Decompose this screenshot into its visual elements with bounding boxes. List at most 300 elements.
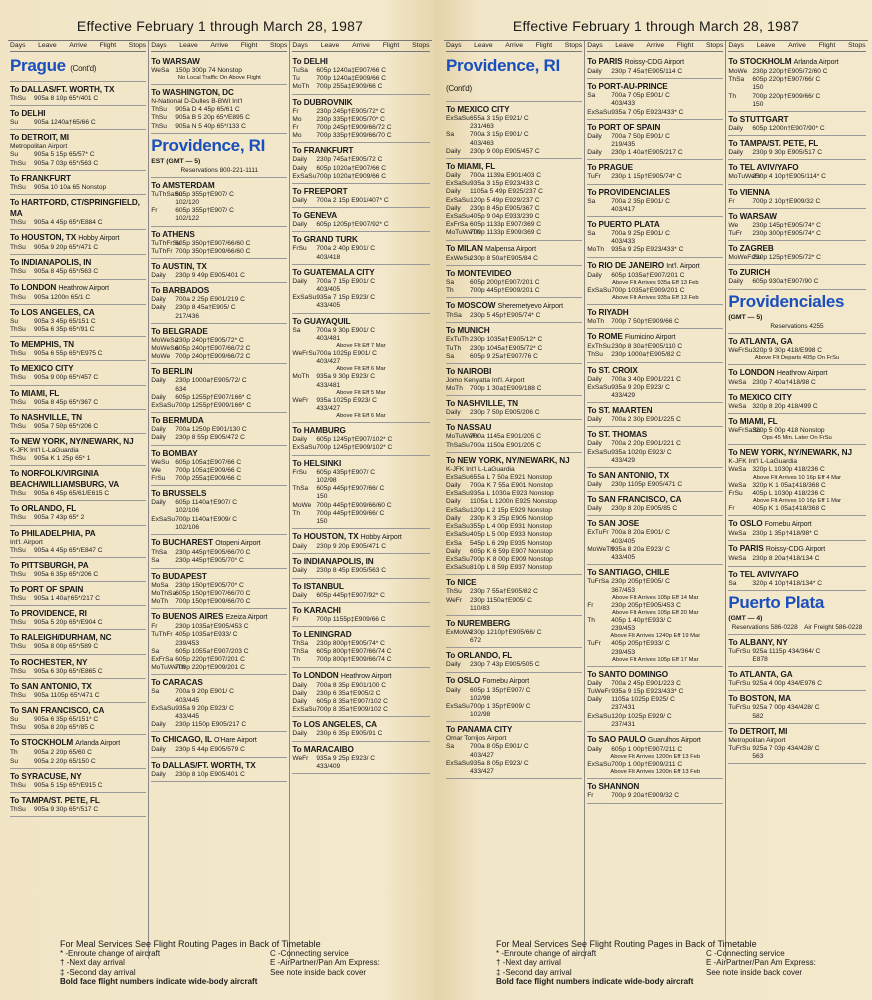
row-days: Daily <box>587 68 602 75</box>
destination-name: To SANTIAGO, CHILE <box>587 568 670 578</box>
flight-note: Above Flt Arrives 10 16p Eff 4 Mar <box>752 474 842 481</box>
row-days <box>446 605 470 613</box>
destination-name: To RIO DE JANEIRO Int'l. Airport <box>587 260 700 270</box>
row-times: 355p L 4 00p E931 Nonstop <box>470 523 552 531</box>
destination-name: To LOS ANGELES, CA <box>10 307 95 317</box>
row-times: 605p 445p†E907/66/ C <box>316 485 385 493</box>
schedule-row <box>446 556 582 564</box>
row-days: ThSu <box>151 106 167 114</box>
row-days: Daily <box>151 296 166 304</box>
schedule-row <box>446 180 582 188</box>
schedule-row <box>292 640 429 648</box>
schedule-row <box>587 206 723 214</box>
row-days: WeSa <box>728 555 747 563</box>
row-days: WeSa <box>728 403 747 411</box>
column-header: Arrive <box>210 42 229 49</box>
destination-name: To GUATEMALA CITY <box>292 267 375 277</box>
schedule-row <box>10 455 146 463</box>
destination-block <box>292 603 429 627</box>
row-times: 563 <box>752 753 764 761</box>
destination-block <box>151 732 287 757</box>
row-times: 935a 9 25p E923/ C <box>316 754 376 762</box>
column-header: Leave <box>179 42 198 49</box>
row-days: Th <box>728 92 737 100</box>
schedule-row <box>151 377 287 385</box>
row-times: 230p 7 40a†418/98 C <box>752 378 816 386</box>
schedule-row <box>292 302 429 310</box>
row-times: 605p 355p†E907/ C <box>175 190 234 198</box>
schedule-row <box>292 469 429 477</box>
row-times: 230p 7 55a†E905/82 C <box>470 588 538 596</box>
schedule-row <box>10 571 146 579</box>
origin-title: Providence, RI <box>151 135 266 155</box>
destination-block <box>446 298 582 323</box>
row-days <box>446 768 470 776</box>
row-times: 605p 220p†E907/201 C <box>175 655 245 663</box>
row-times: 700a 1145a E901/205 C <box>470 433 542 441</box>
schedule-row <box>728 482 865 490</box>
schedule-row <box>728 173 865 181</box>
row-times: 935a 9 30p E923/ C <box>316 373 376 381</box>
row-times: 655a 3 15p E921/ C <box>470 115 529 122</box>
row-days: MoSa <box>151 581 169 589</box>
destination-name: To HOUSTON, TX Hobby Airport <box>292 532 402 542</box>
schedule-row <box>151 688 287 696</box>
schedule-row <box>446 760 582 768</box>
row-times: 700a 7 05p E901/ C <box>611 92 670 100</box>
row-times: 102/98 <box>470 711 491 719</box>
row-days: Sa <box>587 230 596 238</box>
row-times: 230p 8 45p E905/367 C <box>470 204 540 212</box>
row-days: Su <box>10 151 19 159</box>
schedule-row <box>446 205 582 213</box>
destination-name: To PANAMA CITY <box>446 725 513 735</box>
destination-name: To PARIS Roissy-CDG Airport <box>587 57 684 66</box>
schedule-row <box>151 394 287 402</box>
destination-block <box>292 208 429 232</box>
airport-subtitle: Metropolitan Airport <box>10 143 68 151</box>
row-times: 403/427 <box>470 751 494 759</box>
destination-name: To MIAMI, FL <box>728 417 778 427</box>
row-days: Sa <box>151 647 160 655</box>
destination-block <box>587 160 723 184</box>
row-days: Daily <box>587 505 602 513</box>
destination-block <box>728 54 865 112</box>
schedule-row <box>728 403 865 411</box>
destination-name: To MOSCOW Sheremetyevo Airport <box>446 301 563 311</box>
row-times: 605p 930a†E907/90 C <box>752 278 819 286</box>
schedule-row <box>446 637 582 645</box>
destination-block <box>10 606 146 630</box>
airport-name: Heathrow Airport <box>340 672 392 680</box>
row-days: ThSu <box>10 326 26 334</box>
destination-block <box>728 365 865 390</box>
schedule-row <box>446 629 582 637</box>
row-times: 230p 205p†E905/ C <box>611 578 670 586</box>
airport-subtitle: K-JFK Int'l L-LaGuardia <box>446 465 515 473</box>
schedule-row <box>151 549 287 557</box>
row-times: 230p 1 35p†418/98* C <box>752 530 819 538</box>
row-times: 230p 1210p†E905/66/ C <box>470 628 542 636</box>
row-days: TuFrSu <box>728 647 751 655</box>
destination-name: To LOS ANGELES, CA <box>292 720 377 730</box>
row-times: 700a 9 20p E901/ C <box>175 688 234 696</box>
row-days <box>728 101 752 109</box>
row-times: 700a 2 30p E901/225 C <box>611 416 681 424</box>
destination-block <box>292 265 429 314</box>
destination-block <box>10 361 146 385</box>
row-times: 700p 1133p E909/369 C <box>470 229 542 237</box>
schedule-row <box>10 350 146 358</box>
column-header: Stops <box>269 42 288 49</box>
schedule-row <box>728 125 865 133</box>
destination-name: To KARACHI <box>292 605 341 615</box>
schedule-row <box>151 337 287 345</box>
row-times: 700p 1245p†E909/102* C <box>316 444 393 452</box>
schedule-row <box>587 640 723 648</box>
row-times: 230p 335p†E905/70* C <box>316 115 385 123</box>
airport-subtitle: K-JFK Int'l L-LaGuardia <box>10 447 79 455</box>
row-times: 320p 9 30p 418/E998 C <box>752 346 823 354</box>
row-times: 700p 105a‡E909/66 C <box>175 466 242 474</box>
schedule-row <box>292 108 429 116</box>
legend-seenote: See note inside back cover <box>270 967 367 977</box>
row-times: 700a 1025p E901/ C <box>316 350 377 358</box>
row-times: 230p 1000a†E905/82 C <box>611 351 681 359</box>
row-times: 230p 9 49p E905/401 C <box>175 272 245 280</box>
row-days: TuFrSa <box>587 578 609 586</box>
schedule-row <box>728 230 865 238</box>
row-times: 605p 1035a†E907/201 C <box>611 271 685 279</box>
row-days: ExSaSu <box>587 712 612 720</box>
row-times: 905a 3 45p 65/151 C <box>34 317 96 325</box>
schedule-row <box>292 485 429 493</box>
row-times: 150 <box>752 100 764 108</box>
row-days: Su <box>10 716 19 724</box>
destination-name: To BRUSSELS <box>151 489 207 499</box>
schedule-row <box>587 449 723 457</box>
destination-block <box>151 569 287 610</box>
schedule-row <box>292 706 429 714</box>
schedule-row <box>10 294 146 302</box>
destination-name: To AMSTERDAM <box>151 180 215 190</box>
schedule-row <box>10 595 146 603</box>
schedule-row <box>446 523 582 531</box>
page-header: Effective February 1 through March 28, 1987 <box>512 18 800 34</box>
row-times: 110/83 <box>470 604 490 612</box>
destination-name: To PORT OF SPAIN <box>10 585 84 595</box>
destination-name: To ST. CROIX <box>587 365 638 375</box>
row-times: 605p 150p†E907/66/70 C <box>175 589 251 597</box>
destination-name: To BOSTON, MA <box>728 694 791 704</box>
row-days: Fr <box>151 207 158 215</box>
schedule-row <box>10 547 146 555</box>
row-days: Daily <box>151 770 166 778</box>
row-times: 217/436 <box>175 312 200 320</box>
destination-name: To GUAYAQUIL <box>292 316 351 326</box>
schedule-row <box>446 490 582 498</box>
row-days: ThSa <box>151 549 167 557</box>
destination-name: To SANTO DOMINGO <box>587 669 669 679</box>
row-times: 230p 8 45a†E905/ C <box>175 304 236 312</box>
row-times: 905a 8 20p 65*/85 C <box>34 724 95 732</box>
row-times: 935a 9 15p E923/433* C <box>611 687 684 695</box>
destination-block <box>151 675 287 732</box>
row-days: Daily <box>292 277 308 285</box>
destination-name: To GRAND TURK <box>292 235 358 245</box>
destination-name: To MONTEVIDEO <box>446 268 512 278</box>
row-days: Su <box>10 757 19 765</box>
row-days: MoTh <box>151 597 169 605</box>
schedule-row <box>728 555 865 563</box>
row-days: Fr <box>292 615 299 623</box>
row-times: 935a 8 05p E923/ C <box>470 759 529 767</box>
row-times: 700p 255a‡E909/66 C <box>175 475 242 483</box>
schedule-row <box>587 173 723 181</box>
footer-title: For Meal Services See Flight Routing Pages in Back of Timetable <box>496 939 757 949</box>
schedule-row <box>728 84 865 92</box>
row-times: 700a 2 45p E901/223 C <box>611 679 681 687</box>
row-days: ExSaSu <box>292 706 317 714</box>
row-times: 700a 2 15p E901/407* C <box>316 197 389 205</box>
airport-subtitle: N-National D-Dulles B-BWI Int'l <box>151 98 243 106</box>
airport-name: Otopeni Airport <box>215 540 261 548</box>
row-times: 405p L 5 00p E933 Nonstop <box>470 531 552 539</box>
row-days: ThSu <box>10 398 26 406</box>
row-days: MoWeSu <box>151 345 179 353</box>
destination-block <box>587 363 723 404</box>
row-times: 905a 1105p 65*/471 C <box>34 691 100 699</box>
column-header: Leave <box>615 42 634 49</box>
row-times: 700a 2 40p E901/ C <box>316 245 376 253</box>
destination-block <box>292 232 429 264</box>
schedule-row <box>151 248 287 256</box>
destination-block <box>151 54 287 85</box>
flight-note: Above Flt Arrives 105p Eff 17 Mar <box>611 656 699 663</box>
row-times: 230p 5 45p†E905/74* C <box>470 312 541 320</box>
row-days: Daily <box>292 591 308 599</box>
row-days: TuFr <box>587 173 601 181</box>
schedule-row <box>151 746 287 754</box>
timezone-label: (GMT — 5) <box>728 313 763 321</box>
destination-block <box>446 673 582 723</box>
schedule-row <box>587 680 723 688</box>
row-days: Th <box>587 616 595 624</box>
row-times: 700p 220p†E909/201 C <box>175 664 245 672</box>
row-days: MoTuWeTh <box>446 229 481 237</box>
row-days: ThSu <box>10 219 26 227</box>
row-times: 230p 1150p E905/217 C <box>175 721 247 729</box>
row-days: ThSa <box>728 76 745 84</box>
row-days: FrSu <box>151 475 166 483</box>
schedule-row <box>292 690 429 698</box>
destination-block <box>10 582 146 606</box>
row-days: Daily <box>151 434 166 442</box>
row-days <box>292 477 316 485</box>
destination-block <box>587 492 723 516</box>
flight-note: Above Flt Eff 7 Mar <box>336 343 386 350</box>
row-days: Sa <box>587 197 596 205</box>
row-days: Daily <box>446 547 461 555</box>
destination-name: To SAO PAULO Guarulhos Airport <box>587 734 701 744</box>
row-days <box>446 752 470 760</box>
schedule-row <box>10 95 146 103</box>
schedule-row <box>587 318 723 326</box>
row-times: 230p 9 30p E905/517 C <box>752 149 823 157</box>
row-times: 905a 8 10p 65*/401 C <box>34 95 99 102</box>
airport-name: Fiumicino Airport <box>624 334 676 342</box>
row-times: 120p L 2 15p E929 Nonstop <box>470 506 552 514</box>
airport-name: Heathrow Airport <box>58 284 109 292</box>
destination-block <box>587 54 723 79</box>
row-times: 700a 7 50p E901/ C <box>611 132 670 140</box>
row-times: 905a 6 35p 65*/206 C <box>34 570 99 578</box>
row-times: 700p 1 35p†E909/ C <box>470 702 531 710</box>
schedule-row <box>292 124 429 132</box>
destination-block <box>10 255 146 279</box>
destination-block <box>10 735 146 768</box>
row-days: MoTh <box>292 83 310 91</box>
row-days <box>151 697 175 705</box>
row-times: 905a 7 03p 65*/563 C <box>34 159 99 167</box>
schedule-row <box>587 688 723 696</box>
row-times: 433/405 <box>611 554 636 562</box>
row-days: WeFrSu <box>728 346 753 354</box>
row-times: 230p 300p†E905/74* C <box>752 230 821 238</box>
row-times: 433/481 <box>316 381 341 389</box>
destination-block <box>151 178 287 227</box>
row-days <box>587 538 611 546</box>
row-days: ThSu <box>10 95 26 102</box>
schedule-row <box>446 588 582 596</box>
schedule-row <box>10 399 146 407</box>
airport-name: Arlanda Airport <box>75 740 121 748</box>
legend-airpartner: E -AirPartner/Pan Am Express: <box>706 958 816 968</box>
destination-block <box>10 703 146 735</box>
schedule-row <box>728 198 865 206</box>
row-days: TuThSaSu <box>151 190 183 198</box>
row-times: 230p 1045a†E905/72* C <box>470 344 543 352</box>
row-days: ExSaSu <box>587 761 612 769</box>
schedule-row <box>587 384 723 392</box>
schedule-row <box>587 287 723 295</box>
destination-name: To TAMPA/ST. PETE, FL <box>10 796 100 806</box>
airport-name: Fornebu Airport <box>764 521 812 529</box>
row-days: ExFrSa <box>151 655 174 663</box>
schedule-row <box>151 426 287 434</box>
schedule-row <box>292 278 429 286</box>
row-times: 605p 1200n†E907/90* C <box>752 125 825 133</box>
row-days <box>151 386 175 394</box>
row-days: ExTuTh <box>446 336 469 344</box>
schedule-row <box>10 160 146 168</box>
row-days: ExSaSu <box>151 515 176 523</box>
row-days: Sa <box>728 579 737 587</box>
flight-note: Above Flt Arrives 1240p Eff 19 Mar <box>610 633 701 640</box>
destination-name: To CARACAS <box>151 678 203 688</box>
origin-title: Prague (Cont'd) <box>10 56 97 75</box>
schedule-row <box>446 229 582 237</box>
row-times: 102/106 <box>175 523 200 531</box>
legend-boldface: Bold face flight numbers indicate wide-body aircraft <box>60 976 258 986</box>
destination-block <box>446 364 582 396</box>
schedule-row <box>10 423 146 431</box>
row-days: ExSaSu <box>292 172 317 180</box>
row-days: Daily <box>587 696 602 704</box>
schedule-row <box>292 648 429 656</box>
destination-block <box>587 516 723 565</box>
schedule-row <box>292 616 429 624</box>
row-times: 905a 4 45p 65*/E847 C <box>34 546 103 554</box>
schedule-row <box>151 467 287 475</box>
schedule-row <box>151 475 287 483</box>
destination-name: To PUERTO PLATA <box>587 220 660 230</box>
row-times: 700a 2 25p E901/219 C <box>175 296 245 304</box>
row-days <box>587 457 611 465</box>
row-days: Th <box>446 287 454 295</box>
schedule-row <box>587 141 723 149</box>
destination-block <box>587 120 723 161</box>
schedule-row <box>292 286 429 294</box>
schedule-row <box>446 695 582 703</box>
airport-name: Arlanda Airport <box>793 59 839 66</box>
row-days: MoWe <box>292 501 312 509</box>
row-times: 700a 9 25p E901/ C <box>611 230 670 238</box>
column-header: Flight <box>240 42 258 49</box>
destination-name: To MEXICO CITY <box>10 364 74 374</box>
row-times: 925a 1115p 434/364/ C <box>752 647 821 655</box>
row-days <box>151 313 175 321</box>
airport-name: Fornebu Airport <box>482 677 530 685</box>
schedule-row <box>151 664 287 672</box>
destination-name: To HOUSTON, TX Hobby Airport <box>10 233 120 243</box>
destination-block <box>446 648 582 672</box>
schedule-row <box>587 457 723 465</box>
row-days: ThSu <box>10 724 26 732</box>
row-days <box>292 254 316 262</box>
row-times: 700p 800p†E909/66/74 C <box>316 656 392 664</box>
schedule-row <box>446 743 582 751</box>
schedule-row <box>10 716 146 724</box>
row-times: 700a 9 30p E901/ C <box>316 326 376 334</box>
destination-name: To FRANKFURT <box>10 173 71 183</box>
destination-name: To DELHI <box>292 57 328 66</box>
schedule-row <box>151 353 287 361</box>
row-days: MoTh <box>587 246 605 254</box>
row-days: ExThSu <box>587 343 611 351</box>
row-times: 230p 220p†E905/72/60 C <box>752 68 828 75</box>
schedule-row <box>292 477 429 485</box>
schedule-row <box>10 643 146 651</box>
row-days <box>292 286 316 294</box>
row-times: 605p 240p†E907/66/72 C <box>175 345 251 353</box>
schedule-row <box>10 244 146 252</box>
page-header: Effective February 1 through March 28, 1987 <box>76 18 364 34</box>
destination-block <box>292 717 429 741</box>
row-days <box>292 405 316 413</box>
schedule-row <box>151 598 287 606</box>
row-days: WeSa <box>728 530 747 538</box>
row-days: ExSaSu <box>446 180 470 188</box>
destination-block <box>10 793 146 817</box>
row-days: Sa <box>446 278 455 286</box>
flight-note: Above Flt Eff 6 Mar <box>336 366 386 373</box>
row-times: 935a 7 15p E923/ C <box>316 294 376 302</box>
origin-title: Puerto Plata <box>728 592 824 612</box>
timezone-label: (GMT — 4) <box>728 614 763 622</box>
row-days: FrSu <box>728 489 743 497</box>
row-times: 403/433 <box>611 238 636 246</box>
